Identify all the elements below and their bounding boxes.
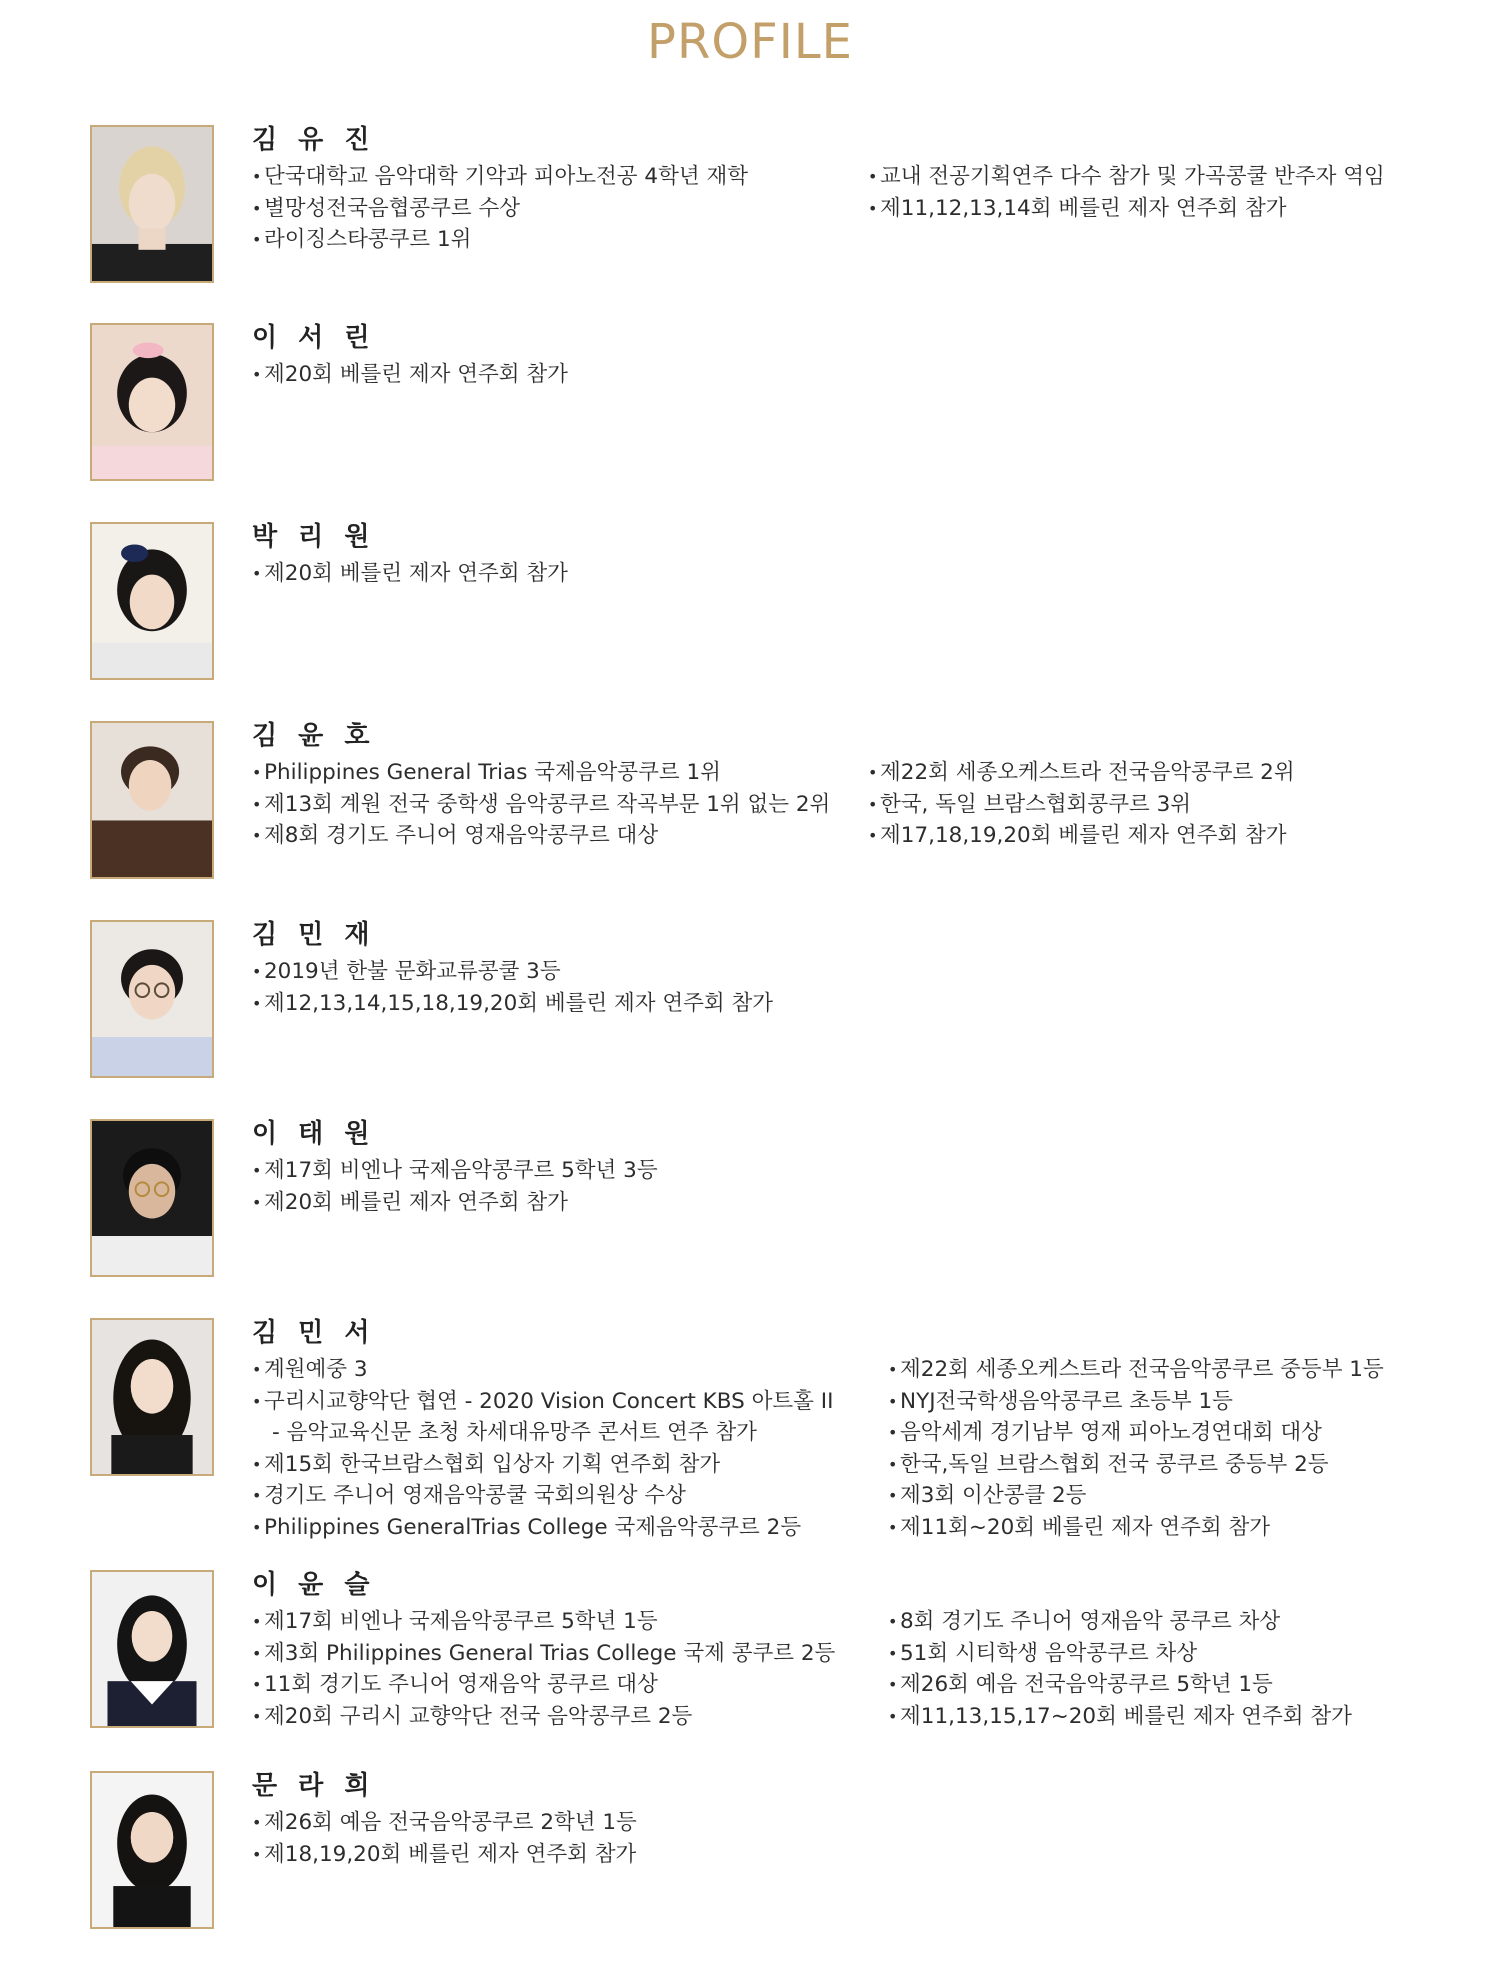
profile-name: 박 리 원: [252, 522, 376, 552]
profile-photo: [90, 1318, 214, 1476]
profile-details-left: [252, 359, 832, 391]
profile-details-right: [868, 757, 1428, 852]
profile-details-right: [888, 1354, 1448, 1543]
profile-photo: [90, 1771, 214, 1929]
profile-name: 이 서 린: [252, 323, 376, 353]
detail-item: • 2019년 한불 문화교류콩쿨 3등: [252, 956, 832, 988]
detail-item: • 제3회 Philippines General Trias College 국제 콩쿠르 2등: [252, 1638, 832, 1670]
profile-name: 김 민 서: [252, 1318, 376, 1348]
detail-item: • 제18,19,20회 베를린 제자 연주회 참가: [252, 1839, 832, 1871]
detail-item: • 제17회 비엔나 국제음악콩쿠르 5학년 3등: [252, 1155, 832, 1187]
detail-item: • 제12,13,14,15,18,19,20회 베를린 제자 연주회 참가: [252, 988, 832, 1020]
profile-details-right: [888, 1606, 1448, 1732]
profile-name: 이 윤 슬: [252, 1570, 376, 1600]
profile-card: [90, 1318, 1420, 1540]
detail-item: • 제26회 예음 전국음악콩쿠르 2학년 1등: [252, 1807, 832, 1839]
detail-item: • 경기도 주니어 영재음악콩쿨 국회의원상 수상: [252, 1480, 832, 1512]
profile-details-left: [252, 1807, 832, 1870]
detail-item: • 제20회 베를린 제자 연주회 참가: [252, 359, 832, 391]
profile-details-left: [252, 1354, 832, 1543]
detail-item: • 별망성전국음협콩쿠르 수상: [252, 193, 832, 225]
detail-item: • 라이징스타콩쿠르 1위: [252, 224, 832, 256]
detail-item: • Philippines General Trias 국제음악콩쿠르 1위: [252, 757, 832, 789]
detail-item: • 제13회 계원 전국 중학생 음악콩쿠르 작곡부문 1위 없는 2위: [252, 789, 832, 821]
detail-item: • 제17회 비엔나 국제음악콩쿠르 5학년 1등: [252, 1606, 832, 1638]
profile-photo: [90, 1570, 214, 1728]
detail-item: - 음악교육신문 초청 차세대유망주 콘서트 연주 참가: [272, 1420, 757, 1445]
detail-item: • 제11회~20회 베를린 제자 연주회 참가: [888, 1512, 1448, 1544]
detail-item: • 8회 경기도 주니어 영재음악 콩쿠르 차상: [888, 1606, 1448, 1638]
detail-item: • 제20회 베를린 제자 연주회 참가: [252, 558, 832, 590]
detail-item: • 제22회 세종오케스트라 전국음악콩쿠르 2위: [868, 757, 1428, 789]
detail-item: • 제3회 이산콩클 2등: [888, 1480, 1448, 1512]
detail-item: • 제22회 세종오케스트라 전국음악콩쿠르 중등부 1등: [888, 1354, 1448, 1386]
detail-item: • 구리시교향악단 협연 - 2020 Vision Concert KBS 아트홀 II: [252, 1386, 832, 1418]
detail-item: • 제20회 구리시 교향악단 전국 음악콩쿠르 2등: [252, 1701, 832, 1733]
profile-details-left: [252, 1606, 836, 1732]
detail-item: • 단국대학교 음악대학 기악과 피아노전공 4학년 재학: [252, 161, 832, 193]
detail-item: • 계원예중 3: [252, 1354, 832, 1386]
detail-item: • 한국, 독일 브람스협회콩쿠르 3위: [868, 789, 1428, 821]
profile-photo: [90, 125, 214, 283]
profile-name: 문 라 희: [252, 1771, 376, 1801]
detail-item: • 51회 시티학생 음악콩쿠르 차상: [888, 1638, 1448, 1670]
profile-photo: [90, 920, 214, 1078]
profile-card: [90, 1771, 1420, 1931]
detail-item: • 제11,12,13,14회 베를린 제자 연주회 참가: [868, 193, 1428, 225]
profile-card: [90, 323, 1420, 483]
profile-photo: [90, 721, 214, 879]
detail-item: • 음악세계 경기남부 영재 피아노경연대회 대상: [888, 1417, 1448, 1449]
profile-details-right: [868, 161, 1428, 224]
profile-details-left: [252, 1155, 832, 1218]
profile-name: 김 윤 호: [252, 721, 376, 751]
detail-item: • Philippines GeneralTrias College 국제음악콩쿠르 2등: [252, 1512, 832, 1544]
profile-card: [90, 522, 1420, 682]
profile-name: 김 유 진: [252, 125, 376, 155]
profile-photo: [90, 323, 214, 481]
page-title: PROFILE: [647, 14, 853, 70]
profile-photo: [90, 1119, 214, 1277]
profile-card: [90, 1119, 1420, 1279]
profile-details-left: [252, 956, 832, 1019]
profile-card: [90, 721, 1420, 881]
detail-item: • 제11,13,15,17~20회 베를린 제자 연주회 참가: [888, 1701, 1448, 1733]
detail-item: • 한국,독일 브람스협회 전국 콩쿠르 중등부 2등: [888, 1449, 1448, 1481]
profile-card: [90, 1570, 1420, 1730]
profile-details-left: [252, 161, 832, 256]
profile-name: 김 민 재: [252, 920, 376, 950]
detail-item: • 제20회 베를린 제자 연주회 참가: [252, 1187, 832, 1219]
detail-item: • NYJ전국학생음악콩쿠르 초등부 1등: [888, 1386, 1448, 1418]
detail-item: • 11회 경기도 주니어 영재음악 콩쿠르 대상: [252, 1669, 832, 1701]
profile-name: 이 태 원: [252, 1119, 376, 1149]
profile-card: [90, 125, 1420, 285]
profile-details-left: [252, 757, 832, 852]
detail-item: • 제26회 예음 전국음악콩쿠르 5학년 1등: [888, 1669, 1448, 1701]
profile-photo: [90, 522, 214, 680]
detail-item: • 제17,18,19,20회 베를린 제자 연주회 참가: [868, 820, 1428, 852]
detail-item: • 교내 전공기획연주 다수 참가 및 가곡콩쿨 반주자 역임: [868, 161, 1428, 193]
profile-details-left: [252, 558, 832, 590]
detail-item: • 제8회 경기도 주니어 영재음악콩쿠르 대상: [252, 820, 832, 852]
profile-card: [90, 920, 1420, 1080]
detail-item: • 제15회 한국브람스협회 입상자 기획 연주회 참가: [252, 1449, 832, 1481]
